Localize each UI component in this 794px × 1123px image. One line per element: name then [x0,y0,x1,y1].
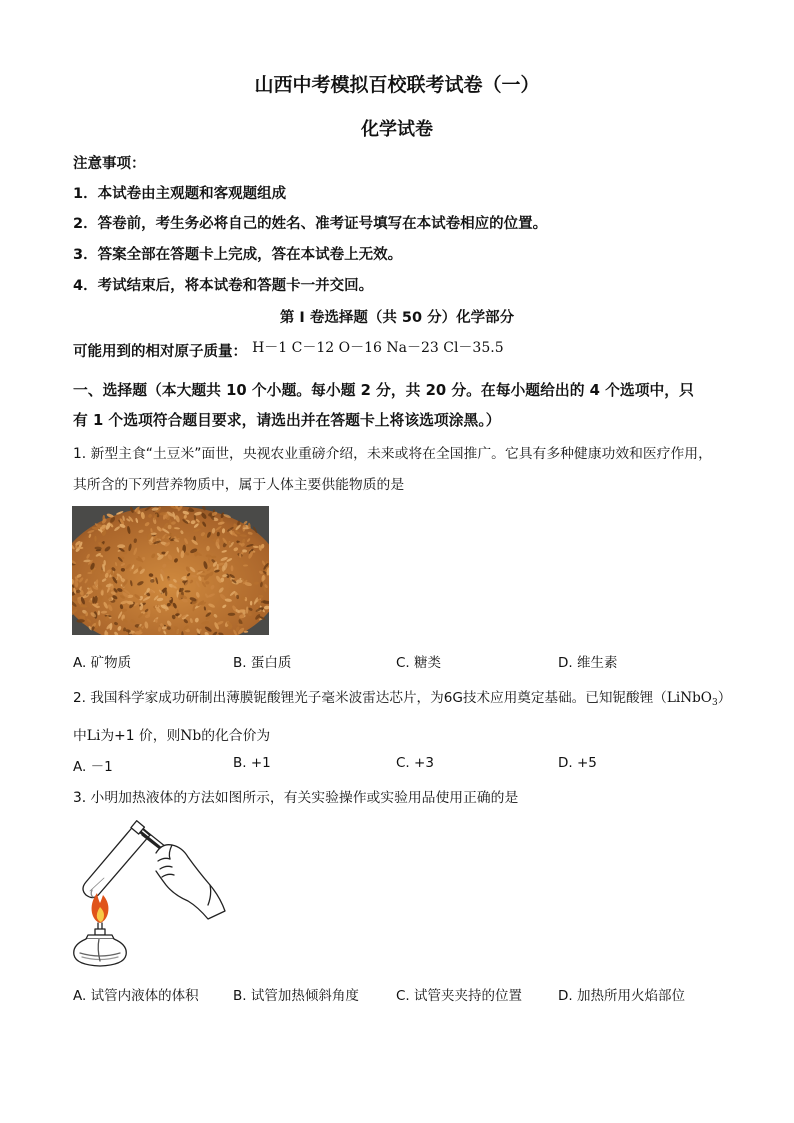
element-li: Li [86,728,101,744]
q2-text-c: 的化合价为 [201,728,271,744]
question-2-option-b[interactable]: B. +1 [233,755,271,771]
formula-main: LiNbO [666,690,712,706]
question-3-text: 3. 小明加热液体的方法如图所示，有关实验操作或实验用品使用正确的是 [73,790,519,806]
question-1-text-line1: 1. 新型主食“土豆米”面世，央视农业重磅介绍，未来或将在全国推广。它具有多种健康功效和医疗作用， [73,446,712,462]
question-1-option-a[interactable]: A. 矿物质 [73,655,132,671]
part-heading-line1: 一、选择题（本大题共 10 个小题。每小题 2 分，共 20 分。在每小题给出的 4 个选项中，只 [73,382,694,399]
exam-title: 山西中考模拟百校联考试卷（一） [254,74,540,96]
question-2-suffix: ） [717,690,732,706]
question-1-text-line2: 其所含的下列营养物质中，属于人体主要供能物质的是 [73,477,405,493]
note-item: 2．答卷前，考生务必将自己的姓名、准考证号填写在本试卷相应的位置。 [73,216,548,232]
question-3-option-d[interactable]: D. 加热所用火焰部位 [558,988,685,1004]
formula-subscript: 3 [711,698,718,708]
question-1-option-c[interactable]: C. 糖类 [396,655,442,671]
note-item: 4．考试结束后，将本试卷和答题卡一并交回。 [73,278,374,294]
notes-heading: 注意事项： [73,156,146,172]
note-item: 3．答案全部在答题卡上完成，答在本试卷上无效。 [73,247,403,263]
question-2-text-line1 [73,686,731,708]
question-2-option-d[interactable]: D. +5 [558,755,597,771]
q2-text-b: 为+1 价，则 [100,728,181,744]
question-2-option-a[interactable]: A. －1 [73,759,113,775]
element-nb: Nb [180,728,202,744]
question-3-option-b[interactable]: B. 试管加热倾斜角度 [233,988,359,1004]
atomic-mass-line [73,340,504,361]
question-3-option-a[interactable]: A. 试管内液体的体积 [73,988,199,1004]
section-title: 第 I 卷选择题（共 50 分）化学部分 [279,310,515,326]
note-item: 1．本试卷由主观题和客观题组成 [73,186,287,202]
alcohol-lamp-icon [74,923,127,966]
question-2-prefix: 2. 我国科学家成功研制出薄膜铌酸锂光子毫米波雷达芯片，为6G技术应用奠定基础。已知铌酸锂（ [73,690,667,706]
test-tube-icon [83,823,150,898]
question-2-text-line2 [73,724,270,744]
atomic-mass-values: H－1 C－12 O－16 Na－23 Cl－35.5 [252,340,504,356]
question-3-option-c[interactable]: C. 试管夹夹持的位置 [396,988,523,1004]
lithium-niobate-formula [667,690,718,706]
question-1-option-d[interactable]: D. 维生素 [558,655,618,671]
atomic-mass-label: 可能用到的相对原子质量： [73,344,247,360]
question-2-option-c[interactable]: C. +3 [396,755,434,771]
potato-rice-photo [72,506,269,635]
q2-text-a: 中 [73,728,87,744]
heating-liquid-figure [70,815,230,970]
hand-icon [156,845,225,919]
exam-subtitle: 化学试卷 [361,119,433,140]
part-heading-line2: 有 1 个选项符合题目要求，请选出并在答题卡上将该选项涂黑。） [73,412,501,429]
question-1-option-b[interactable]: B. 蛋白质 [233,655,292,671]
